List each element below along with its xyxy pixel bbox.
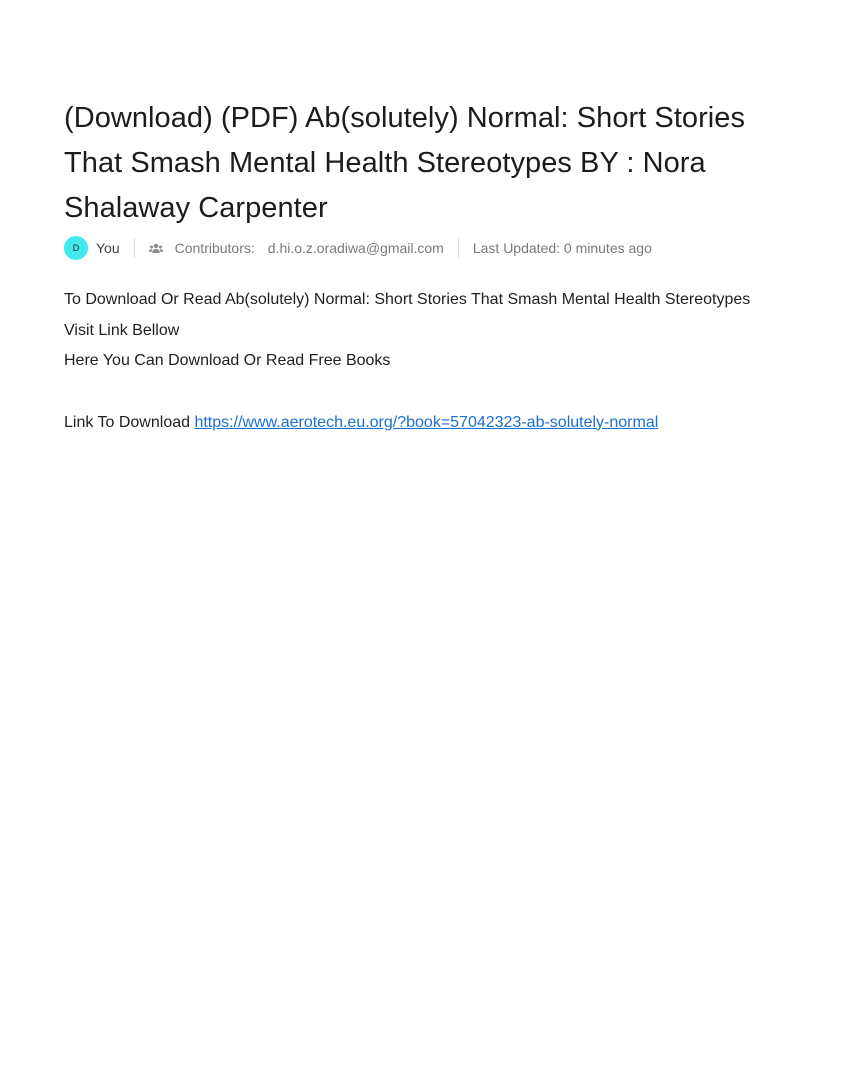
- last-updated: Last Updated: 0 minutes ago: [472, 240, 652, 256]
- contributors-label: Contributors:: [174, 240, 255, 256]
- body-line-1: To Download Or Read Ab(solutely) Normal: Short Stories That Smash Mental Health Stereotypes: [64, 291, 751, 308]
- document-body: [64, 285, 804, 438]
- meta-divider: [458, 238, 459, 258]
- download-link[interactable]: https://www.aerotech.eu.org/?book=57042323-ab-solutely-normal: [194, 413, 659, 431]
- blank-line: [64, 377, 804, 408]
- link-prefix: Link To Download: [64, 413, 195, 431]
- contributors-value: d.hi.o.z.oradiwa@gmail.com: [267, 240, 444, 256]
- meta-bar: [64, 235, 804, 261]
- page-title: (Download) (PDF) Ab(solutely) Normal: Short Stories That Smash Mental Health Stereotypes BY : Nora Shalaway Carpenter: [64, 102, 746, 224]
- document-page: [64, 96, 804, 438]
- body-line-2: Visit Link Bellow: [64, 321, 180, 339]
- avatar[interactable]: D: [64, 236, 88, 260]
- meta-divider: [134, 238, 135, 258]
- download-line: [64, 408, 804, 439]
- users-icon: [149, 243, 163, 254]
- author-name: You: [96, 240, 120, 256]
- body-line-3: Here You Can Download Or Read Free Books: [64, 352, 391, 369]
